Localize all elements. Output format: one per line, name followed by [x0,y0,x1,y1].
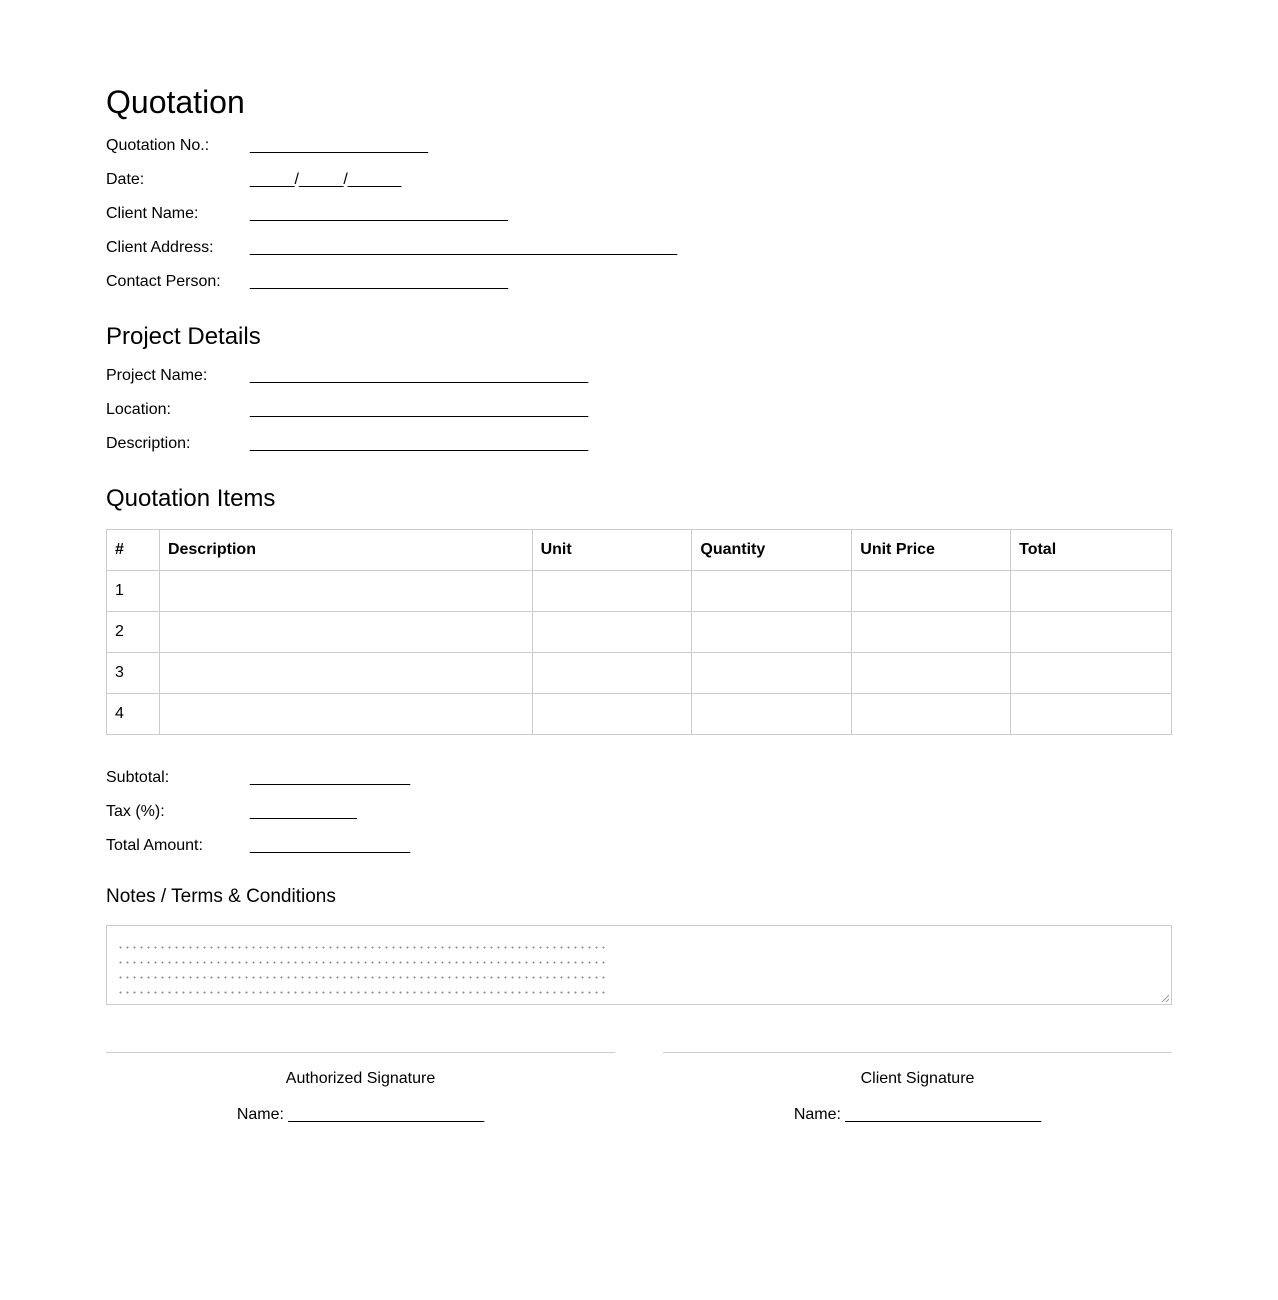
cell-quantity[interactable] [692,571,852,612]
field-label: Subtotal: [106,769,170,786]
column-header-number: # [107,530,160,571]
dotted-guide-lines [117,935,607,995]
cell-total[interactable] [1011,653,1172,694]
cell-unit-price[interactable] [852,694,1011,735]
notes-heading: Notes / Terms & Conditions [106,886,336,907]
field-blank[interactable]: _____________________________ [250,205,509,222]
notes-textarea[interactable] [106,925,1172,1005]
column-header-total: Total [1011,530,1172,571]
authorized-signature-block [106,1052,615,1125]
row-number: 4 [107,694,160,735]
field-label: Quotation No.: [106,137,210,154]
signature-line [106,1052,615,1053]
signature-line [663,1052,1172,1053]
table-row [107,694,1172,735]
cell-description[interactable] [159,653,532,694]
column-header-quantity: Quantity [692,530,852,571]
quotation-items-table [106,529,1172,735]
cell-total[interactable] [1011,694,1172,735]
client-signature-block [663,1052,1172,1125]
cell-unit-price[interactable] [852,653,1011,694]
signature-title: Authorized Signature [285,1070,436,1087]
field-blank[interactable]: ______________________________________ [250,367,589,384]
page-title: Quotation [106,84,245,120]
row-number: 3 [107,653,160,694]
signature-name-field[interactable] [663,1105,1172,1125]
resize-handle-icon[interactable] [1161,994,1169,1002]
cell-unit[interactable] [532,694,692,735]
signature-name-field[interactable] [106,1105,615,1125]
field-blank[interactable]: _____________________________ [250,273,509,290]
field-blank[interactable]: ______________________________________ [250,435,589,452]
cell-quantity[interactable] [692,694,852,735]
row-number: 2 [107,612,160,653]
table-row [107,571,1172,612]
field-label: Client Address: [106,239,214,256]
row-number: 1 [107,571,160,612]
project-details-heading: Project Details [106,323,261,350]
quotation-items-heading: Quotation Items [106,485,276,512]
field-label: Total Amount: [106,837,203,854]
table-row [107,653,1172,694]
signature-title: Client Signature [860,1070,975,1087]
name-label: Name: [793,1106,841,1123]
field-label: Contact Person: [106,273,221,290]
cell-total[interactable] [1011,571,1172,612]
cell-unit[interactable] [532,571,692,612]
cell-unit[interactable] [532,612,692,653]
cell-description[interactable] [159,612,532,653]
field-label: Location: [106,401,171,418]
field-blank[interactable]: ____________________ [250,137,428,154]
column-header-unit-price: Unit Price [852,530,1011,571]
table-row [107,612,1172,653]
field-blank[interactable]: ________________________________________________ [250,239,678,256]
cell-unit-price[interactable] [852,571,1011,612]
name-blank[interactable]: ______________________ [288,1106,485,1123]
field-blank[interactable]: ____________ [250,803,357,820]
field-label: Date: [106,171,145,188]
name-label: Name: [236,1106,284,1123]
field-label: Description: [106,435,191,452]
cell-unit[interactable] [532,653,692,694]
field-label: Tax (%): [106,803,165,820]
field-blank[interactable]: __________________ [250,837,411,854]
field-blank[interactable]: ______________________________________ [250,401,589,418]
cell-total[interactable] [1011,612,1172,653]
column-header-description: Description [159,530,532,571]
cell-unit-price[interactable] [852,612,1011,653]
field-label: Client Name: [106,205,199,222]
cell-description[interactable] [159,694,532,735]
field-blank[interactable]: _____/_____/______ [250,171,402,188]
field-blank[interactable]: __________________ [250,769,411,786]
cell-quantity[interactable] [692,653,852,694]
table-header-row [107,530,1172,571]
name-blank[interactable]: ______________________ [845,1106,1042,1123]
field-label: Project Name: [106,367,208,384]
cell-quantity[interactable] [692,612,852,653]
column-header-unit: Unit [532,530,692,571]
cell-description[interactable] [159,571,532,612]
